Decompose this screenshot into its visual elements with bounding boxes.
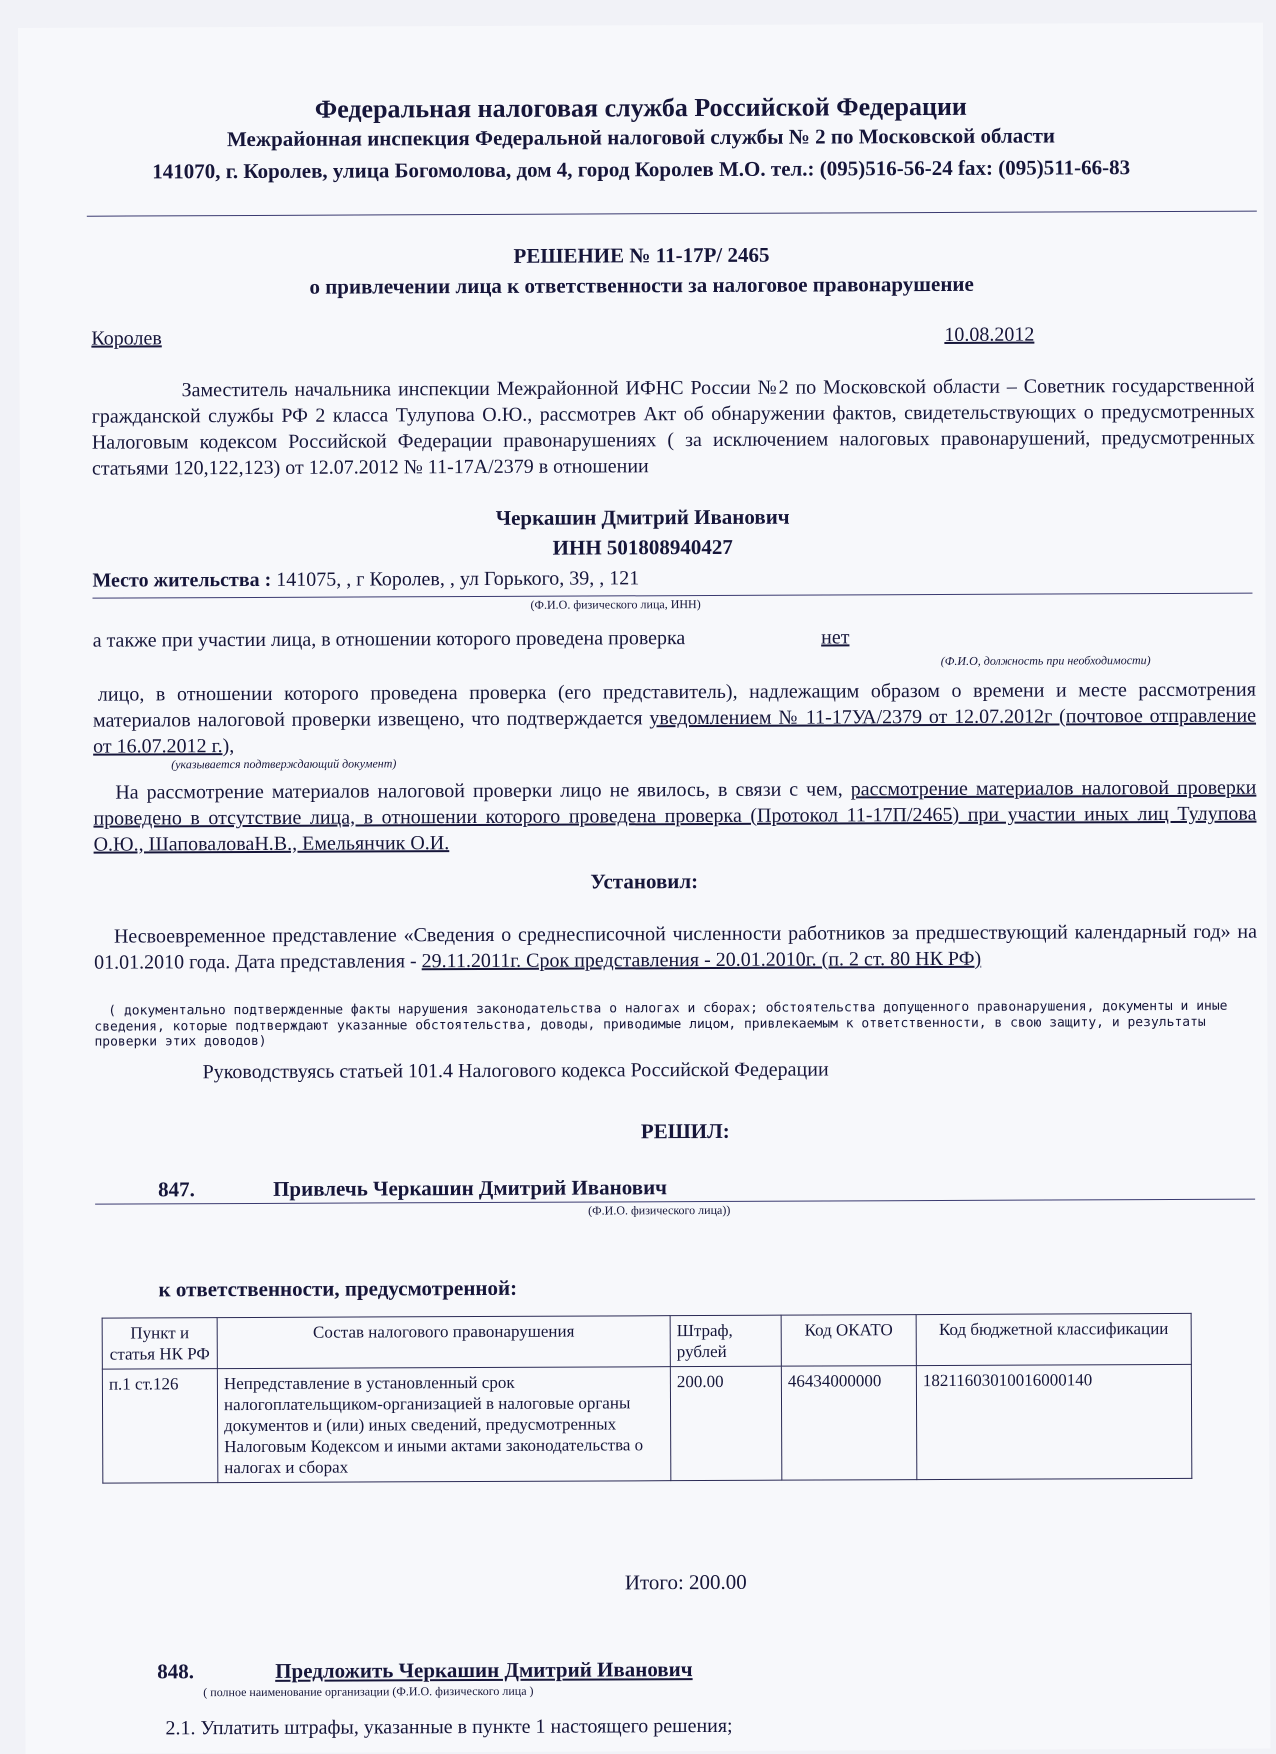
established-heading: Установил: — [590, 869, 699, 894]
table-total: Итого: 200.00 — [624, 1569, 747, 1595]
table-row — [102, 1364, 1191, 1483]
participation-value: нет — [821, 626, 850, 649]
participation-caption: (Ф.И.О, должность при необходимости) — [940, 653, 1151, 668]
established-dates: 29.11.2011г. Срок представления - 20.01.2010г. (п. 2 ст. 80 НК РФ) — [421, 947, 982, 973]
established-caption: ( документально подтвержденные факты нарушения законодательства о налогах и сборах; обстоятельства допущенного правонарушения, документы и иные сведения, которые подтверждают указанные обстоятельства, доводы, приводимые лицом, привлекаемым к ответственности, в свою защиту, и результаты проверки этих доводов) — [94, 998, 1228, 1050]
header-service-name: Федеральная налоговая служба Российской Федерации — [314, 91, 967, 124]
item-847-number: 847. — [158, 1177, 195, 1202]
decided-heading: РЕШИЛ: — [640, 1118, 730, 1144]
col-violation-header: Состав налогового правонарушения — [217, 1316, 670, 1369]
header-address: 141070, г. Королев, улица Богомолова, дом 4, город Королев М.О. тел.: (095)516-56-24 fax: (095)511-66-83 — [152, 155, 1131, 184]
col-kbk-header: Код бюджетной классификации — [916, 1313, 1191, 1365]
decision-subject: о привлечении лица к ответственности за налоговое правонарушение — [309, 271, 974, 299]
col-fine-header: Штраф, рублей — [670, 1315, 781, 1366]
absence-paragraph — [93, 775, 1256, 858]
notice-text: лицо, в отношении которого проведена проверка (его представитель), надлежащим образом о времени и месте рассмотрения материалов налоговой проверки извещено, что подтверждается — [92, 678, 1256, 732]
document-page — [18, 23, 1271, 1754]
item-848-text: Предложить Черкашин Дмитрий Иванович — [275, 1657, 693, 1683]
cell-okato: 46434000000 — [781, 1366, 916, 1481]
item-847-caption: (Ф.И.О. физического лица)) — [588, 1202, 731, 1218]
cell-fine: 200.00 — [670, 1366, 781, 1480]
col-okato-header: Код ОКАТО — [781, 1315, 916, 1367]
absence-protocol: рассмотрение материалов налоговой проверки проведено в отсутствие лица, в отношении которого проведена проверка (Протокол 11-17П/2465) при участии иных лиц Тулупова О.Ю., ШаповаловаН.В., Емельянчик О.И. — [93, 776, 1257, 856]
table-header-row — [102, 1313, 1191, 1369]
absence-text: На рассмотрение материалов налоговой проверки лицо не явилось, в связи с чем, — [115, 778, 843, 804]
violations-table — [102, 1313, 1193, 1484]
header-divider — [87, 211, 1257, 217]
point-2-1: 2.1. Уплатить штрафы, указанные в пункте 1 настоящего решения; — [165, 1714, 733, 1740]
residence-line — [92, 567, 639, 592]
residence-caption: (Ф.И.О. физического лица, ИНН) — [530, 597, 701, 612]
intro-paragraph: Заместитель начальника инспекции Межрайонной ИФНС России №2 по Московской области – Советник государственной гражданской службы РФ 2 класса Тулупова О.Ю., рассмотрев Акт об обнаружении фактов, свидетельствующих о предусмотренных Налоговым кодексом Российской Федерации правонарушениях ( за исключением налоговых правонарушений, предусмотренных статьями 120,122,123) от 12.07.2012 № 11-17А/2379 в отношении — [91, 374, 1255, 480]
item-848-number: 848. — [157, 1659, 194, 1684]
decision-date: 10.08.2012 — [944, 323, 1035, 346]
header-inspection-name: Межрайонная инспекция Федеральной налоговой службы № 2 по Московской области — [226, 123, 1056, 152]
established-text: Несвоевременное представление «Сведения о среднесписочной численности работников за предшествующий календарный год» на 01.01.2010 года. Дата представления - — [94, 920, 1258, 974]
cell-kbk: 18211603010016000140 — [916, 1364, 1191, 1479]
participation-text: а также при участии лица, в отношении которого проведена проверка — [92, 627, 686, 652]
residence-value: 141075, , г Королев, , ул Горького, 39, , 121 — [276, 567, 640, 591]
notice-document: уведомлением № 11-17УА/2379 от 12.07.2012г (почтовое отправление от 16.07.2012 г.), — [93, 704, 1257, 758]
residence-label: Место жительства : — [92, 568, 272, 592]
item-848-caption: ( полное наименование организации (Ф.И.О. физического лица ) — [203, 1683, 534, 1700]
notice-paragraph — [93, 677, 1256, 760]
decision-number: РЕШЕНИЕ № 11-17Р/ 2465 — [513, 242, 770, 268]
established-paragraph — [94, 919, 1257, 976]
guided-by-text: Руководствуясь статьей 101.4 Налогового кодекса Российской Федерации — [202, 1058, 829, 1084]
participation-line — [93, 626, 981, 653]
item-847-text: Привлечь Черкашин Дмитрий Иванович — [273, 1175, 668, 1201]
cell-violation: Непредставление в установленный срок налогоплательщиком-организацией в налоговые органы документов и (или) иных сведений, предусмотренных Налоговым Кодексом и иными актами законодательства о налогах и сборах — [217, 1367, 670, 1483]
decision-city: Королев — [91, 327, 162, 350]
notice-caption: (указывается подтверждающий документ) — [171, 756, 397, 772]
person-inn: ИНН 501808940427 — [552, 534, 733, 560]
col-article-header: Пункт и статья НК РФ — [102, 1318, 217, 1370]
liability-text: к ответственности, предусмотренной: — [158, 1275, 518, 1302]
cell-article: п.1 ст.126 — [102, 1369, 217, 1484]
person-name: Черкашин Дмитрий Иванович — [495, 504, 790, 530]
